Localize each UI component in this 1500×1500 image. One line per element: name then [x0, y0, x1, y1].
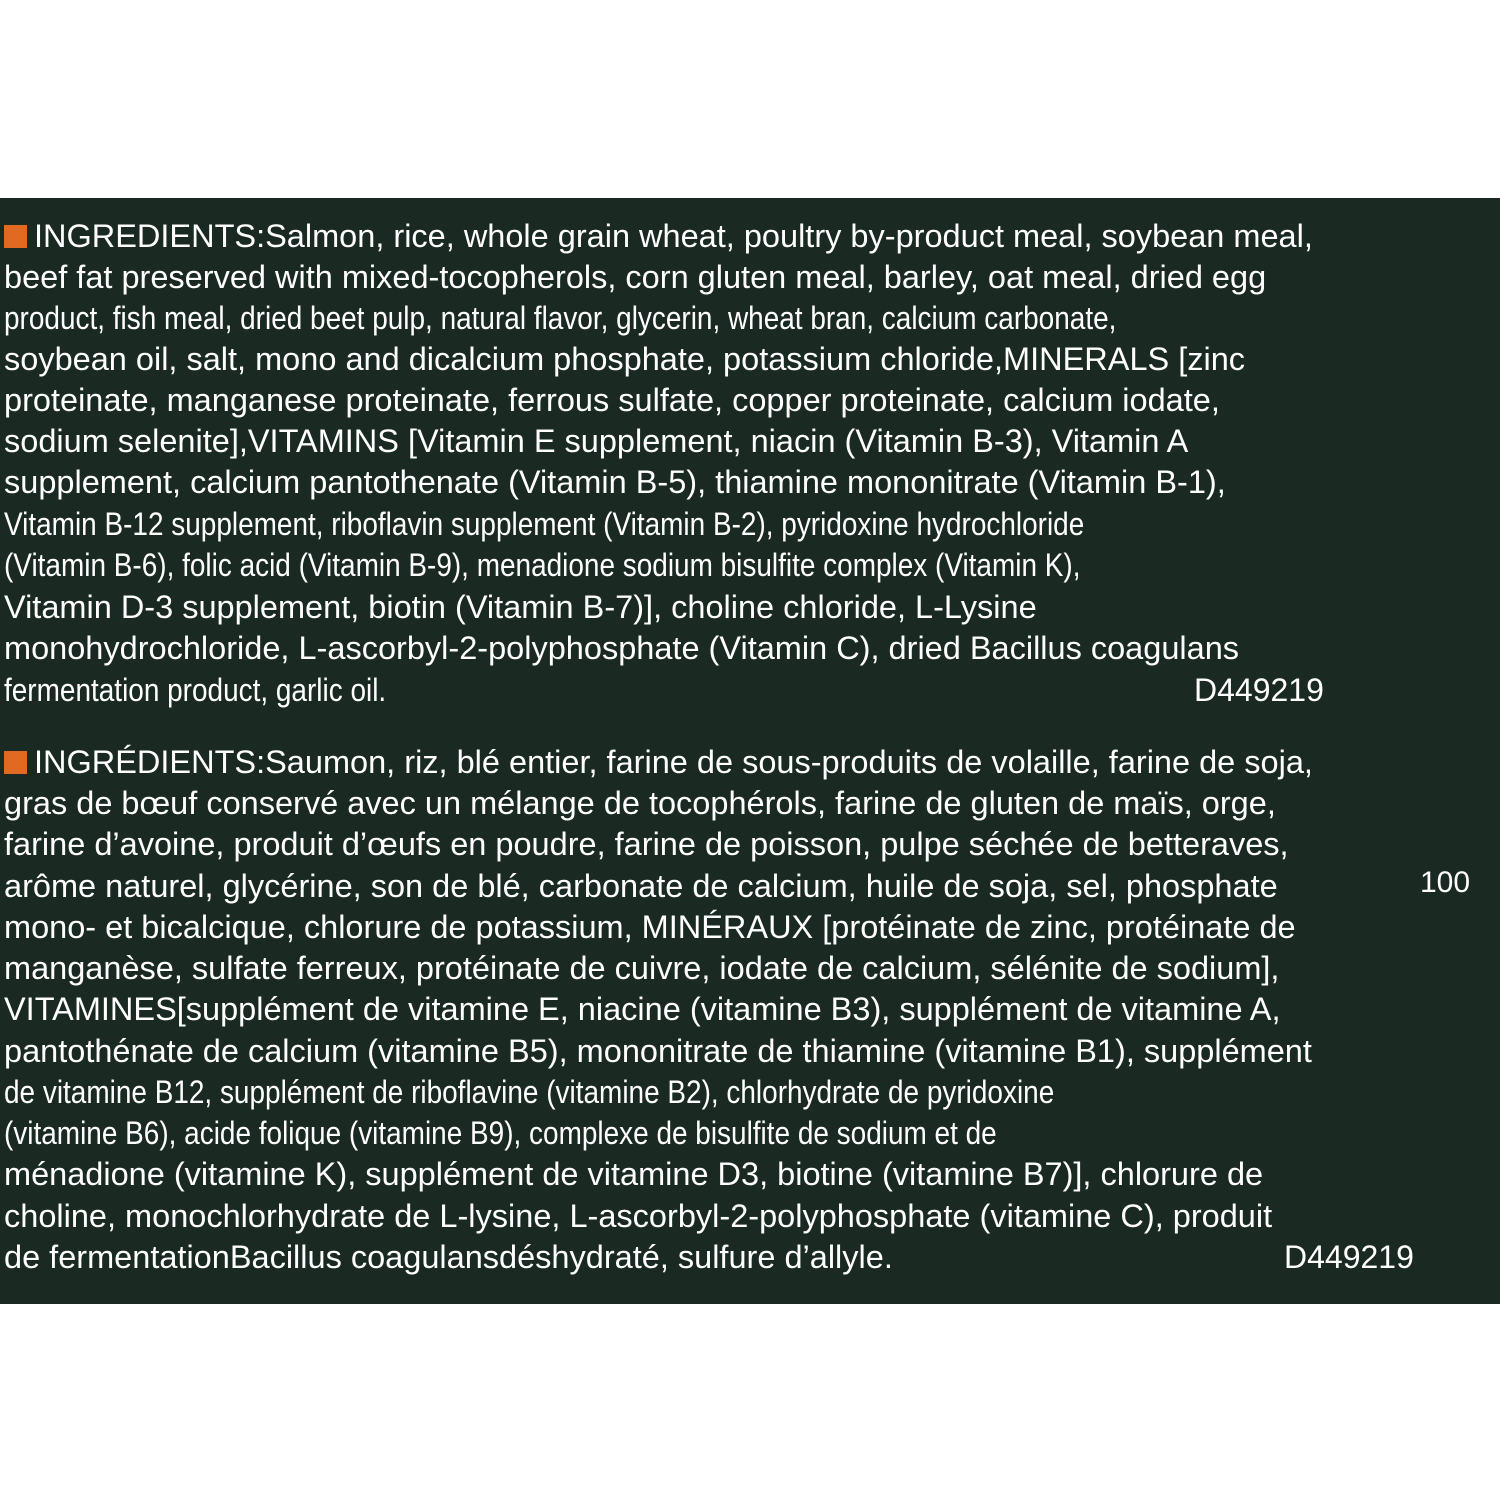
ingredient-line: monohydrochloride, L-ascorbyl-2-polyphosphate (Vitamin C), dried Bacillus coagulans [4, 630, 1240, 666]
ingredient-line: INGRÉDIENTS:Saumon, riz, blé entier, farine de sous-produits de volaille, farine de soja, [4, 742, 1313, 783]
ingredient-line: manganèse, sulfate ferreux, protéinate de cuivre, iodate de calcium, sélénite de sodium], [4, 950, 1280, 986]
ingredient-line: sodium selenite],VITAMINS [Vitamin E supplement, niacin (Vitamin B-3), Vitamin A [4, 423, 1189, 459]
ingredient-line: (vitamine B6), acide folique (vitamine B9), complexe de bisulfite de sodium et de [4, 1115, 997, 1151]
ingredient-line: gras de bœuf conservé avec un mélange de tocophérols, farine de gluten de maïs, orge, [4, 785, 1276, 821]
ingredient-line: beef fat preserved with mixed-tocopherols, corn gluten meal, barley, oat meal, dried egg [4, 259, 1267, 295]
product-code: D449219 [1284, 1239, 1414, 1275]
ingredient-line: (Vitamin B-6), folic acid (Vitamin B-9), menadione sodium bisulfite complex (Vitamin K), [4, 547, 1081, 583]
orange-square-bullet-icon [4, 751, 27, 774]
ingredient-line: supplement, calcium pantothenate (Vitamin B-5), thiamine mononitrate (Vitamin B-1), [4, 464, 1226, 500]
ingredient-line: INGREDIENTS:Salmon, rice, whole grain wheat, poultry by-product meal, soybean meal, [4, 216, 1313, 257]
ingredients-label-panel [0, 198, 1500, 1304]
orange-square-bullet-icon [4, 225, 27, 248]
ingredient-line: mono- et bicalcique, chlorure de potassium, MINÉRAUX [protéinate de zinc, protéinate de [4, 909, 1296, 945]
ingredient-line: product, fish meal, dried beet pulp, natural flavor, glycerin, wheat bran, calcium carbonate, [4, 300, 1117, 336]
ingredient-line: Vitamin D-3 supplement, biotin (Vitamin B-7)], choline chloride, L-Lysine [4, 589, 1037, 625]
ingredient-line: soybean oil, salt, mono and dicalcium phosphate, potassium chloride,MINERALS [zinc [4, 341, 1246, 377]
ingredient-line: de fermentationBacillus coagulansdéshydraté, sulfure d’allyle. [4, 1239, 893, 1275]
ingredient-line: choline, monochlorhydrate de L-lysine, L-ascorbyl-2-polyphosphate (vitamine C), produit [4, 1198, 1273, 1234]
ingredient-line: VITAMINES[supplément de vitamine E, niacine (vitamine B3), supplément de vitamine A, [4, 991, 1281, 1027]
ingredient-line: arôme naturel, glycérine, son de blé, carbonate de calcium, huile de soja, sel, phosphate [4, 868, 1278, 904]
ingredient-line: pantothénate de calcium (vitamine B5), mononitrate de thiamine (vitamine B1), supplément [4, 1033, 1312, 1069]
ingredient-line: ménadione (vitamine K), supplément de vitamine D3, biotine (vitamine B7)], chlorure de [4, 1156, 1264, 1192]
ingredient-line: proteinate, manganese proteinate, ferrous sulfate, copper proteinate, calcium iodate, [4, 382, 1220, 418]
ingredient-line: de vitamine B12, supplément de riboflavine (vitamine B2), chlorhydrate de pyridoxine [4, 1074, 1055, 1110]
ingredient-line: farine d’avoine, produit d’œufs en poudre, farine de poisson, pulpe séchée de betteraves, [4, 826, 1289, 862]
product-code: D449219 [1194, 672, 1324, 708]
page-number: 100 [1420, 866, 1471, 899]
ingredient-line: fermentation product, garlic oil. [4, 672, 387, 708]
ingredient-line: Vitamin B-12 supplement, riboflavin supplement (Vitamin B-2), pyridoxine hydrochloride [4, 506, 1085, 542]
